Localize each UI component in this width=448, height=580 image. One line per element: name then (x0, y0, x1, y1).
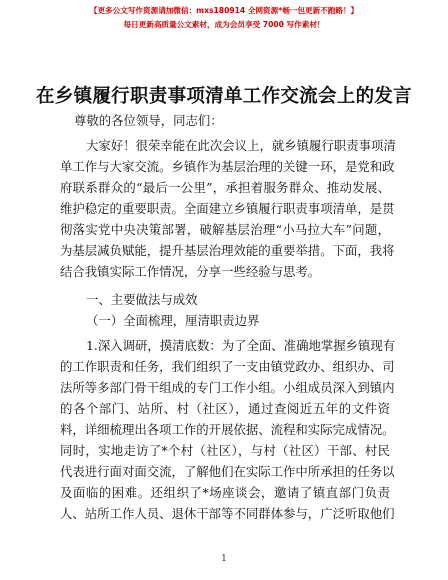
paragraph-line: 1.深入调研，摸清底数：为了全面、准确地掌握乡镇现有 (86, 338, 396, 353)
document-title: 在乡镇履行职责事项清单工作交流会上的发言 (35, 86, 412, 107)
paragraph-line: 府联系群众的“最后一公里”，承担着服务群众、推动发展、 (60, 180, 390, 195)
paragraph-line: 的各个部门、站所、村（社区），通过查阅近五年的文件资 (60, 401, 390, 416)
paragraph-line: 人、站所工作人员、退休干部等不同群体参与，广泛听取他们 (60, 506, 395, 521)
paragraph-line: 法所等多部门骨干组成的专门工作小组。小组成员深入到镇内 (60, 380, 395, 395)
promo-banner-line-1: 【更多公文写作资源请加微信：mxs180914 全网资源*畅一包更新不跑路！】 (89, 6, 359, 15)
paragraph-line: 彻落实党中央决策部署，破解基层治理“小马拉大车”问题， (60, 222, 390, 237)
salutation: 尊敬的各位领导，同志们： (74, 113, 223, 128)
paragraph-line: 维护稳定的重要职责。全面建立乡镇履行职责事项清单，是贯 (60, 201, 395, 216)
paragraph-line: 同时，实地走访了*个村（社区），与村（社区）干部、村民 (60, 443, 390, 458)
promo-banner (0, 4, 448, 32)
paragraph-line: 代表进行面对面交流，了解他们在实际工作中所承担的任务以 (60, 464, 395, 479)
paragraph-line: 大家好！很荣幸能在此次会议上，就乡镇履行职责事项清 (86, 138, 396, 153)
paragraph-line: 单工作与大家交流。乡镇作为基层治理的关键一环，是党和政 (60, 159, 395, 174)
paragraph-line: 及面临的困难。还组织了*场座谈会，邀请了镇直部门负责 (60, 485, 390, 500)
page-number: 1 (221, 554, 227, 564)
paragraph-line: 料，详细梳理出各项工作的开展依据、流程和实际完成情况。 (60, 422, 395, 437)
paragraph-line: 为基层减负赋能，提升基层治理效能的重要举措。下面，我将 (60, 243, 395, 258)
paragraph-line: 结合我镇实际工作情况，分享一些经验与思考。 (60, 264, 321, 279)
paragraph-line: 的工作职责和任务，我们组织了一支由镇党政办、组织办、司 (60, 359, 395, 374)
promo-banner-line-2: 每日更新高质量公文素材，成为会员享受 7000 写作素材！ (123, 20, 325, 29)
subsection-heading: （一）全面梳理，厘清职责边界 (86, 313, 260, 328)
section-heading: 一、主要做法与成效 (86, 292, 198, 307)
